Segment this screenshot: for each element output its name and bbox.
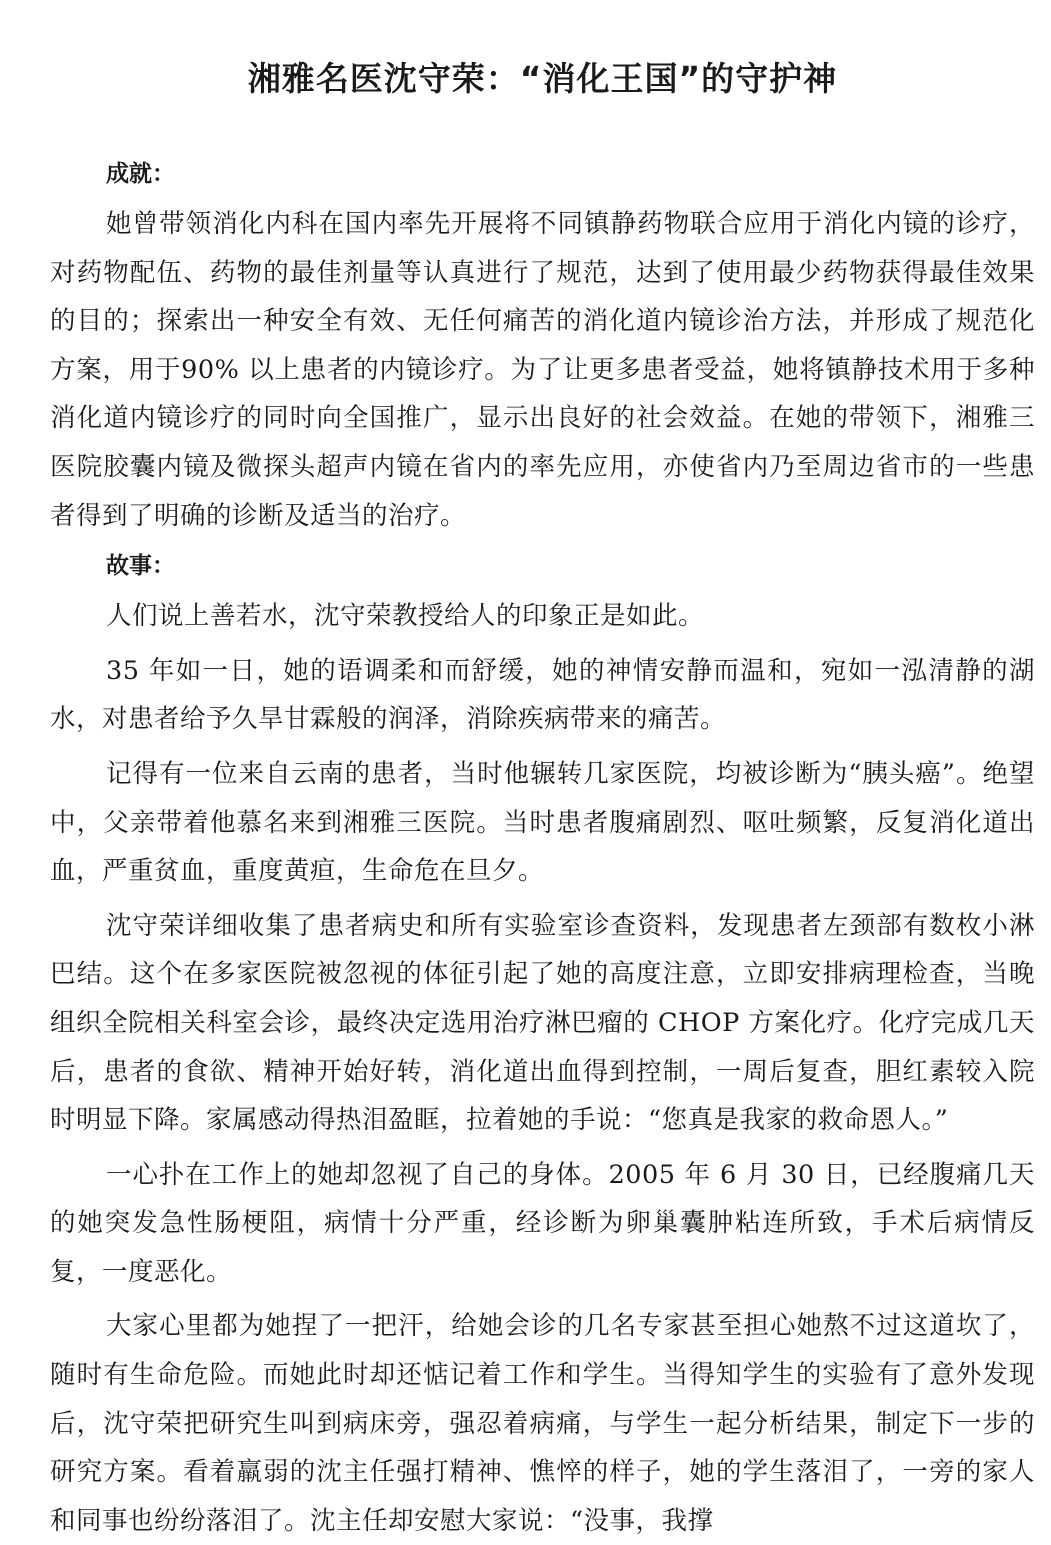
section-story: [50, 540, 1035, 1545]
section-achievements: [50, 148, 1035, 540]
paragraph: 记得有一位来自云南的患者，当时他辗转几家医院，均被诊断为“胰头癌”。绝望中，父亲带着他慕名来到湘雅三医院。当时患者腹痛剧烈、呕吐频繁，反复消化道出血，严重贫血，重度黄疸，生命危在旦夕。: [50, 758, 1035, 887]
paragraph: 35 年如一日，她的语调柔和而舒缓，她的神情安静而温和，宛如一泓清静的湖水，对患者给予久旱甘霖般的润泽，消除疾病带来的痛苦。: [50, 655, 1035, 735]
page-title: 湘雅名医沈守荣：“消化王国”的守护神: [247, 59, 838, 98]
paragraph: 她曾带领消化内科在国内率先开展将不同镇静药物联合应用于消化内镜的诊疗，对药物配伍、药物的最佳剂量等认真进行了规范，达到了使用最少药物获得最佳效果的目的；探索出一种安全有效、无任何痛苦的消化道内镜诊治方法，并形成了规范化方案，用于90% 以上患者的内镜诊疗。为了让更多患者受益，她将镇静技术用于多种消化道内镜诊疗的同时向全国推广，显示出良好的社会效益。在她的带领下，湘雅三医院胶囊内镜及微探头超声内镜在省内的率先应用，亦使省内乃至周边省市的一些患者得到了明确的诊断及适当的治疗。: [50, 209, 1035, 531]
article-body: [50, 148, 1035, 1545]
paragraph: 沈守荣详细收集了患者病史和所有实验室诊查资料，发现患者左颈部有数枚小淋巴结。这个在多家医院被忽视的体征引起了她的高度注意，立即安排病理检查，当晚组织全院相关科室会诊，最终决定选用治疗淋巴瘤的 CHOP 方案化疗。化疗完成几天后，患者的食欲、精神开始好转，消化道出血得到控制，一周后复查，胆红素较入院时明显下降。家属感动得热泪盈眶，拉着她的手说：“您真是我家的救命恩人。”: [50, 910, 1035, 1136]
section-heading: 故事：: [106, 553, 175, 580]
paragraph: 人们说上善若水，沈守荣教授给人的印象正是如此。: [106, 601, 705, 632]
paragraph: 大家心里都为她捏了一把汗，给她会诊的几名专家甚至担心她熬不过这道坎了，随时有生命危险。而她此时却还惦记着工作和学生。当得知学生的实验有了意外发现后，沈守荣把研究生叫到病床旁，强忍着病痛，与学生一起分析结果，制定下一步的研究方案。看着羸弱的沈主任强打精神、憔悴的样子，她的学生落泪了，一旁的家人和同事也纷纷落泪了。沈主任却安慰大家说：“没事，我撑: [50, 1311, 1035, 1536]
paragraph: 一心扑在工作上的她却忽视了自己的身体。2005 年 6 月 30 日，已经腹痛几天的她突发急性肠梗阻，病情十分严重，经诊断为卵巢囊肿粘连所致，手术后病情反复，一度恶化。: [50, 1159, 1035, 1287]
section-heading: 成就：: [106, 161, 175, 187]
